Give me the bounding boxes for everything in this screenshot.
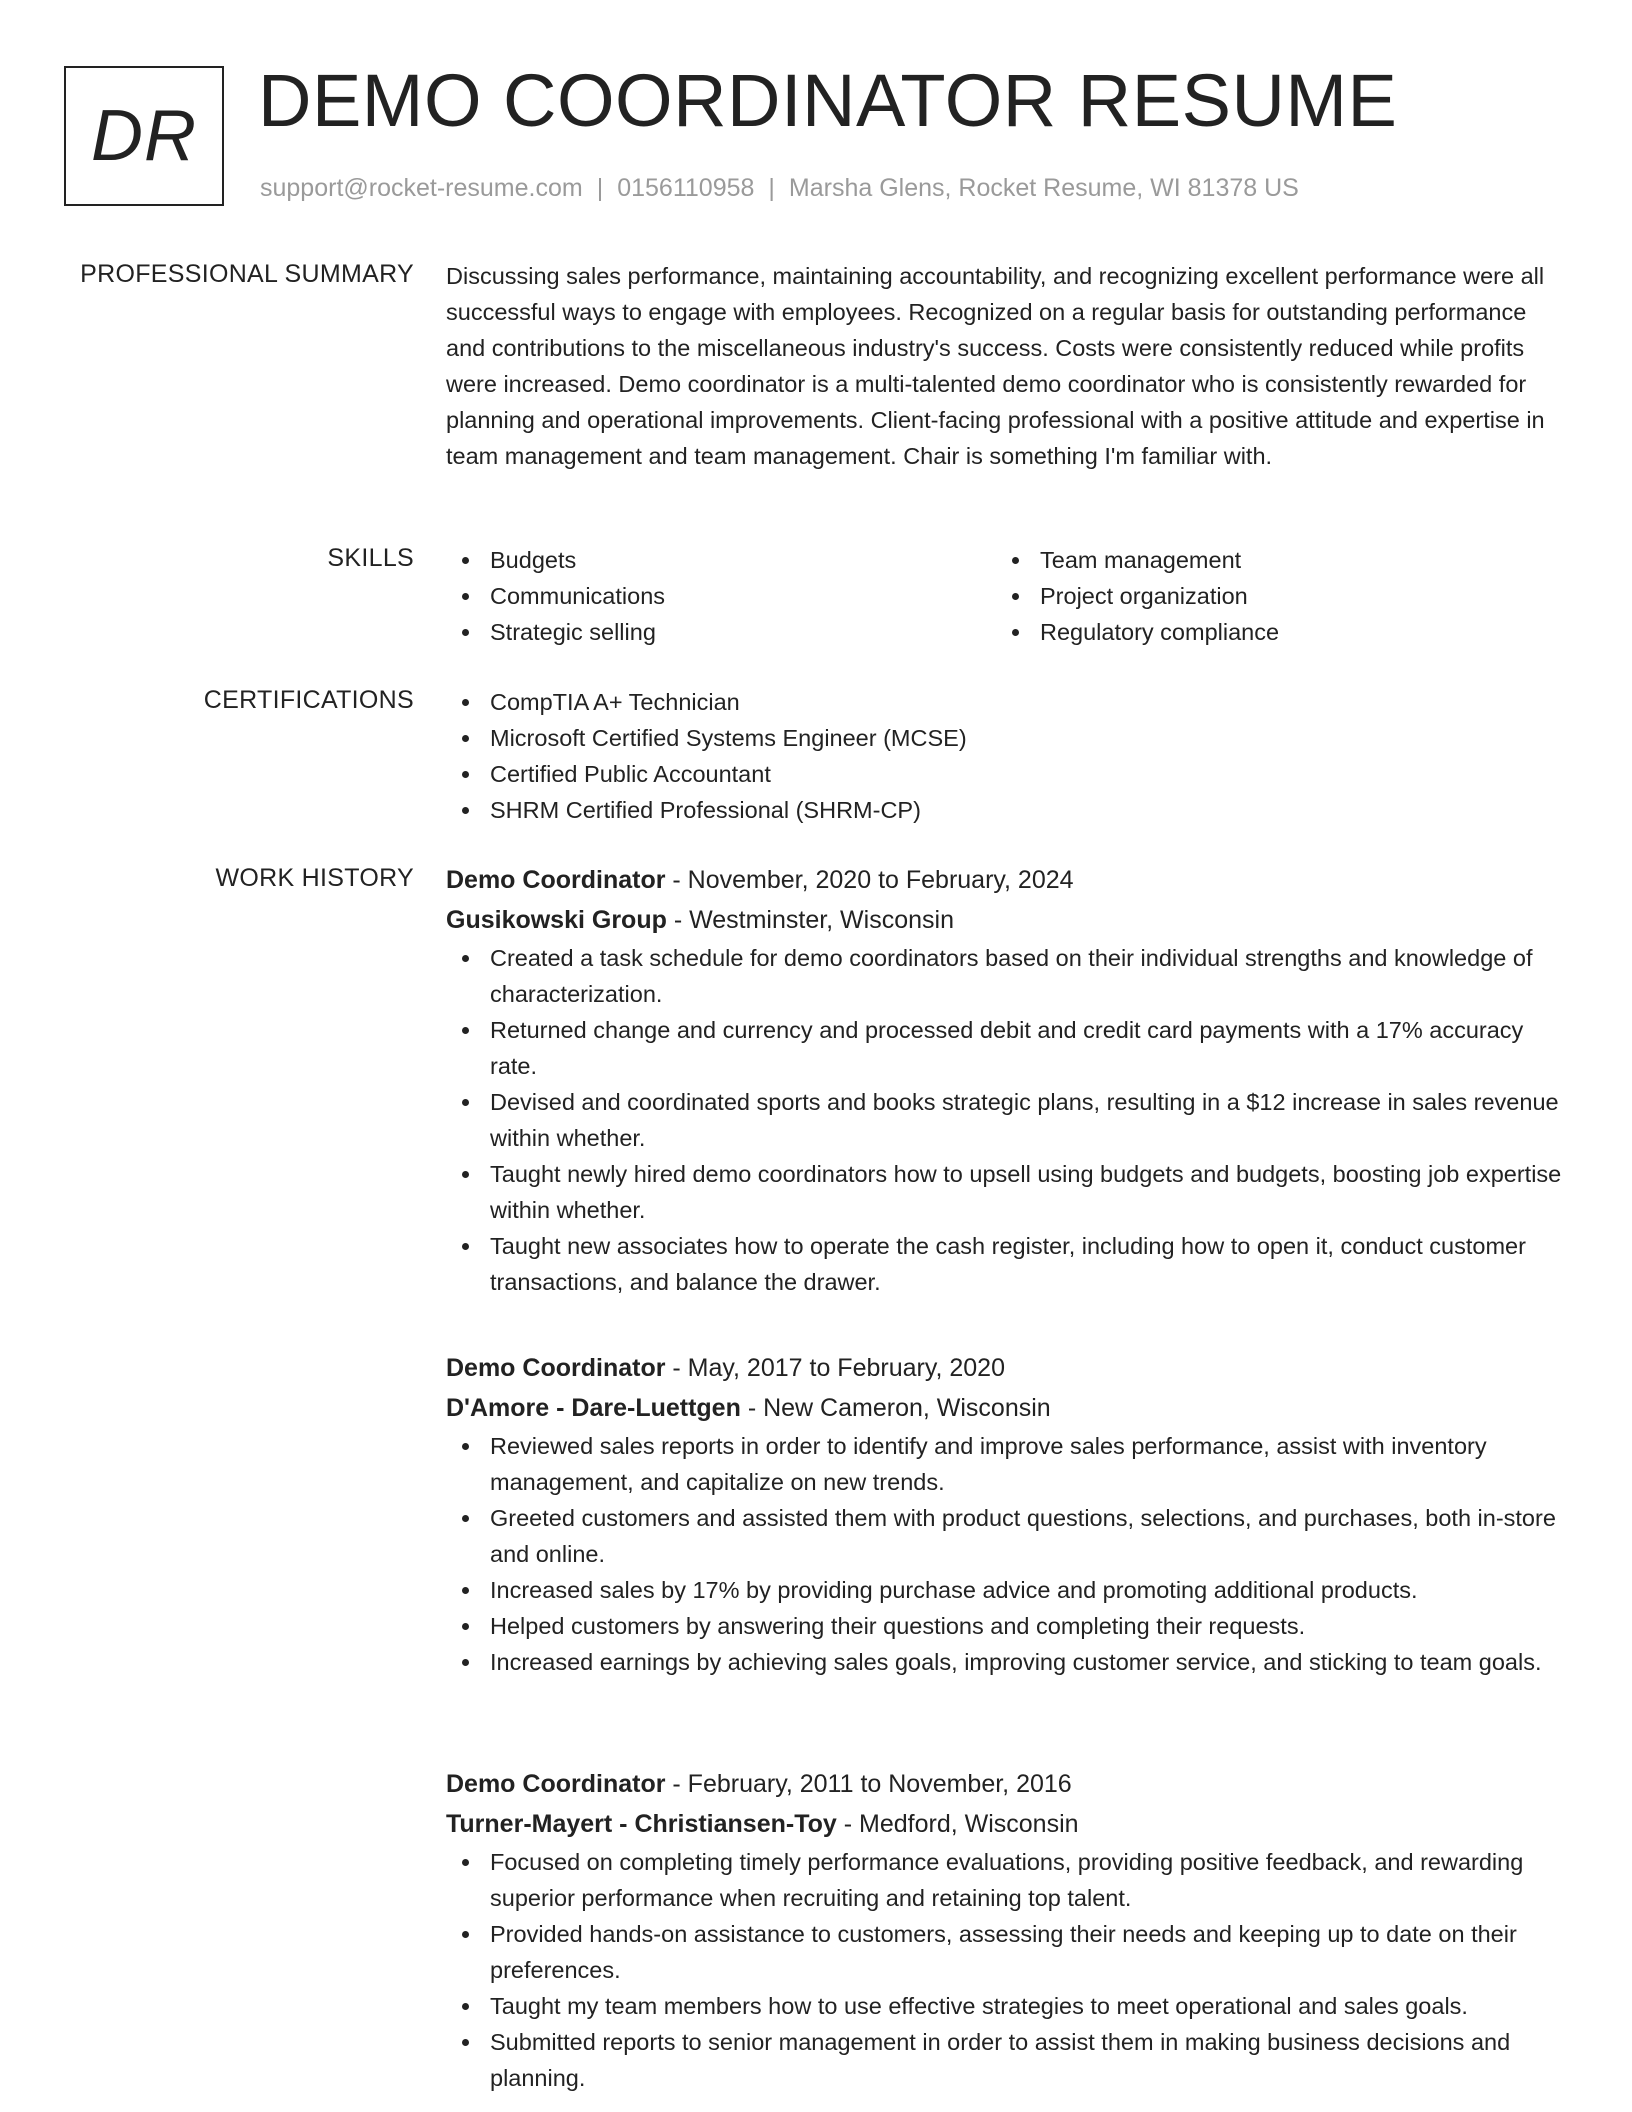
summary-label: PROFESSIONAL SUMMARY — [80, 260, 414, 288]
job-bullet: Taught newly hired demo coordinators how to upsell using budgets and budgets, boosting job expertise within whether. — [446, 1156, 1564, 1228]
contact-line — [260, 174, 1299, 203]
job-bullet: Focused on completing timely performance evaluations, providing positive feedback, and rewarding superior performance when recruiting and retaining top talent. — [446, 1844, 1564, 1916]
job-bullet: Devised and coordinated sports and books strategic plans, resulting in a $12 increase in sales revenue within whether. — [446, 1084, 1564, 1156]
summary-section — [446, 258, 1564, 474]
summary-text: Discussing sales performance, maintaining accountability, and recognizing excellent performance were all successful ways to engage with employees. Recognized on a regular basis for outstanding performance and contributions to the miscellaneous industry's success. Costs were consistently reduced while profits were increased. Demo coordinator is a multi-talented demo coordinator who is consistently rewarded for planning and operational improvements. Client-facing professional with a positive attitude and expertise in team management and team management. Chair is something I'm familiar with. — [446, 263, 1545, 469]
monogram-box — [64, 66, 224, 206]
job-bullet: Created a task schedule for demo coordinators based on their individual strengths and knowledge of characterization. — [446, 940, 1564, 1012]
certification-item: Certified Public Accountant — [446, 756, 1564, 792]
certification-item: CompTIA A+ Technician — [446, 684, 1564, 720]
skills-label: SKILLS — [327, 544, 414, 572]
job-company-line: Turner-Mayert - Christiansen-Toy - Medford, Wisconsin — [446, 1810, 1079, 1838]
skills-grid — [446, 542, 1564, 650]
job-bullet: Reviewed sales reports in order to identify and improve sales performance, assist with inventory management, and capitalize on new trends. — [446, 1428, 1564, 1500]
job-bullet: Provided hands-on assistance to customers, assessing their needs and keeping up to date on their preferences. — [446, 1916, 1564, 1988]
skill-item: Communications — [446, 578, 996, 614]
job-company: D'Amore - Dare-Luettgen — [446, 1394, 741, 1422]
job-title: Demo Coordinator — [446, 866, 666, 894]
skills-list-right — [996, 542, 1546, 650]
job-bullets — [446, 1844, 1564, 2096]
job-title-line: Demo Coordinator - May, 2017 to February, 2020 — [446, 1354, 1005, 1382]
job-entry — [446, 860, 1564, 1300]
job-bullet: Taught new associates how to operate the cash register, including how to open it, conduct customer transactions, and balance the drawer. — [446, 1228, 1564, 1300]
skill-item: Team management — [996, 542, 1546, 578]
job-dates: February, 2011 to November, 2016 — [687, 1770, 1072, 1798]
job-title-line: Demo Coordinator - November, 2020 to February, 2024 — [446, 866, 1074, 894]
certifications-label: CERTIFICATIONS — [203, 686, 414, 714]
contact-separator: | — [596, 174, 604, 202]
job-bullet: Taught my team members how to use effective strategies to meet operational and sales goals. — [446, 1988, 1564, 2024]
resume-title: DEMO COORDINATOR RESUME — [258, 59, 1398, 142]
job-title: Demo Coordinator — [446, 1354, 666, 1382]
skill-item: Budgets — [446, 542, 996, 578]
job-bullet: Increased earnings by achieving sales goals, improving customer service, and sticking to team goals. — [446, 1644, 1564, 1680]
job-location: Medford, Wisconsin — [859, 1810, 1079, 1838]
job-bullet: Submitted reports to senior management in order to assist them in making business decisions and planning. — [446, 2024, 1564, 2096]
contact-phone: 0156110958 — [617, 174, 755, 202]
job-bullet: Returned change and currency and processed debit and credit card payments with a 17% accuracy rate. — [446, 1012, 1564, 1084]
certification-item: SHRM Certified Professional (SHRM-CP) — [446, 792, 1564, 828]
skills-list-left — [446, 542, 996, 650]
job-company-line: Gusikowski Group - Westminster, Wisconsin — [446, 906, 954, 934]
certifications-list — [446, 684, 1564, 828]
work-history-label: WORK HISTORY — [215, 864, 414, 892]
contact-address: Marsha Glens, Rocket Resume, WI 81378 US — [788, 174, 1299, 202]
job-entry — [446, 1348, 1564, 1680]
job-title-line: Demo Coordinator - February, 2011 to November, 2016 — [446, 1770, 1072, 1798]
certifications-section — [446, 684, 1564, 828]
job-company-line: D'Amore - Dare-Luettgen - New Cameron, Wisconsin — [446, 1394, 1051, 1422]
job-location: New Cameron, Wisconsin — [763, 1394, 1051, 1422]
job-company: Turner-Mayert - Christiansen-Toy — [446, 1810, 837, 1838]
skills-section — [446, 542, 1564, 650]
job-bullet: Greeted customers and assisted them with product questions, selections, and purchases, both in-store and online. — [446, 1500, 1564, 1572]
job-entry — [446, 1764, 1564, 2096]
job-dates: November, 2020 to February, 2024 — [687, 866, 1074, 894]
contact-separator: | — [768, 174, 775, 202]
job-bullets — [446, 940, 1564, 1300]
monogram-initials: DR — [91, 96, 197, 176]
contact-email: support@rocket-resume.com — [260, 174, 583, 202]
job-title: Demo Coordinator — [446, 1770, 666, 1798]
certification-item: Microsoft Certified Systems Engineer (MCSE) — [446, 720, 1564, 756]
job-bullet: Helped customers by answering their questions and completing their requests. — [446, 1608, 1564, 1644]
skill-item: Strategic selling — [446, 614, 996, 650]
job-location: Westminster, Wisconsin — [689, 906, 954, 934]
job-bullet: Increased sales by 17% by providing purchase advice and promoting additional products. — [446, 1572, 1564, 1608]
job-dates: May, 2017 to February, 2020 — [687, 1354, 1005, 1382]
job-bullets — [446, 1428, 1564, 1680]
skill-item: Regulatory compliance — [996, 614, 1546, 650]
job-company: Gusikowski Group — [446, 906, 667, 934]
skill-item: Project organization — [996, 578, 1546, 614]
